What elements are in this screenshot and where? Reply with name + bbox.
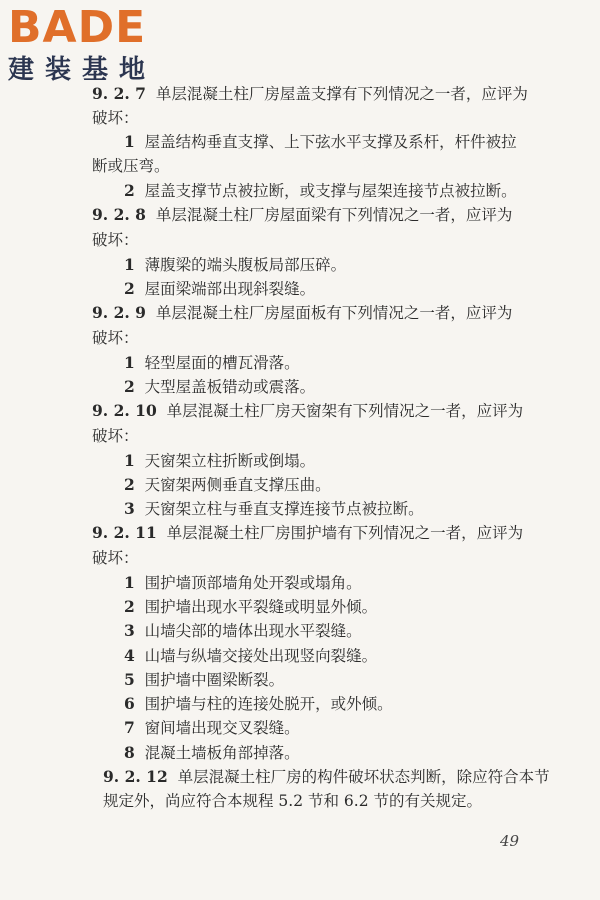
clause-9-2-9 bbox=[92, 302, 512, 324]
clause-9-2-12 bbox=[103, 766, 550, 788]
clause-9-2-10 bbox=[92, 400, 523, 422]
item-number: 3 bbox=[124, 499, 135, 518]
item-text: 围护墙顶部墙角处开裂或塌角。 bbox=[144, 574, 362, 592]
list-item bbox=[124, 572, 362, 594]
item-number: 2 bbox=[124, 597, 135, 616]
clause-number: 9. 2. 10 bbox=[92, 401, 157, 420]
item-text: 天窗架立柱折断或倒塌。 bbox=[144, 452, 316, 470]
item-text: 围护墙与柱的连接处脱开，或外倾。 bbox=[144, 695, 393, 713]
item-text: 窗间墙出现交叉裂缝。 bbox=[144, 719, 300, 737]
item-number: 4 bbox=[124, 646, 135, 665]
clause-text: 单层混凝土柱厂房屋盖支撑有下列情况之一者，应评为 bbox=[155, 85, 528, 103]
item-number: 3 bbox=[124, 621, 135, 640]
clause-number: 9. 2. 12 bbox=[103, 767, 168, 786]
item-text: 大型屋盖板错动或震落。 bbox=[144, 378, 316, 396]
item-number: 1 bbox=[124, 132, 135, 151]
clause-number: 9. 2. 9 bbox=[92, 303, 146, 322]
clause-number: 9. 2. 11 bbox=[92, 523, 157, 542]
clause-text: 单层混凝土柱厂房屋面板有下列情况之一者，应评为 bbox=[155, 304, 513, 322]
item-text: 山墙与纵墙交接处出现竖向裂缝。 bbox=[144, 647, 378, 665]
item-number: 5 bbox=[124, 670, 135, 689]
list-item bbox=[124, 254, 346, 276]
clause-continuation: 破坏： bbox=[92, 549, 139, 567]
item-text: 天窗架立柱与垂直支撑连接节点被拉断。 bbox=[144, 500, 424, 518]
clause-text: 单层混凝土柱厂房屋面梁有下列情况之一者，应评为 bbox=[155, 206, 513, 224]
list-item bbox=[124, 742, 300, 764]
item-number: 2 bbox=[124, 181, 135, 200]
clause-continuation: 破坏： bbox=[92, 329, 139, 347]
clause-text: 单层混凝土柱厂房的构件破坏状态判断，除应符合本节 bbox=[177, 768, 550, 786]
item-text: 薄腹梁的端头腹板局部压碎。 bbox=[144, 256, 347, 274]
list-item bbox=[124, 498, 424, 520]
page-number: 49 bbox=[500, 832, 520, 850]
clause-text: 单层混凝土柱厂房围护墙有下列情况之一者，应评为 bbox=[166, 524, 524, 542]
list-item bbox=[124, 180, 517, 202]
clause-continuation: 破坏： bbox=[92, 231, 139, 249]
clause-9-2-11 bbox=[92, 522, 523, 544]
item-text: 围护墙中圈梁断裂。 bbox=[144, 671, 285, 689]
item-number: 1 bbox=[124, 255, 135, 274]
list-item bbox=[124, 474, 331, 496]
list-item bbox=[124, 596, 377, 618]
logo-text-bottom: 建装基地 bbox=[8, 55, 157, 85]
item-continuation: 断或压弯。 bbox=[92, 157, 170, 175]
item-number: 7 bbox=[124, 718, 135, 737]
item-text: 屋盖结构垂直支撑、上下弦水平支撑及系杆，杆件被拉 bbox=[144, 133, 517, 151]
item-text: 屋盖支撑节点被拉断，或支撑与屋架连接节点被拉断。 bbox=[144, 182, 517, 200]
item-text: 轻型屋面的槽瓦滑落。 bbox=[144, 354, 300, 372]
clause-continuation: 破坏： bbox=[92, 109, 139, 127]
item-text: 混凝土墙板角部掉落。 bbox=[144, 744, 300, 762]
list-item bbox=[124, 352, 300, 374]
item-number: 2 bbox=[124, 475, 135, 494]
item-text: 天窗架两侧垂直支撑压曲。 bbox=[144, 476, 331, 494]
item-number: 6 bbox=[124, 694, 135, 713]
clause-9-2-7 bbox=[92, 83, 528, 105]
list-item bbox=[124, 450, 315, 472]
item-text: 山墙尖部的墙体出现水平裂缝。 bbox=[144, 622, 362, 640]
item-text: 屋面梁端部出现斜裂缝。 bbox=[144, 280, 316, 298]
item-number: 1 bbox=[124, 451, 135, 470]
logo-text-top: BADE bbox=[8, 2, 147, 53]
clause-number: 9. 2. 8 bbox=[92, 205, 146, 224]
item-number: 2 bbox=[124, 279, 135, 298]
clause-continuation: 破坏： bbox=[92, 427, 139, 445]
list-item bbox=[124, 669, 284, 691]
item-number: 8 bbox=[124, 743, 135, 762]
list-item bbox=[124, 645, 377, 667]
clause-9-2-8 bbox=[92, 204, 512, 226]
list-item bbox=[124, 717, 300, 739]
clause-text: 单层混凝土柱厂房天窗架有下列情况之一者，应评为 bbox=[166, 402, 524, 420]
list-item bbox=[124, 693, 393, 715]
item-number: 2 bbox=[124, 377, 135, 396]
list-item bbox=[124, 131, 517, 153]
item-text: 围护墙出现水平裂缝或明显外倾。 bbox=[144, 598, 378, 616]
clause-continuation: 规定外，尚应符合本规程 5.2 节和 6.2 节的有关规定。 bbox=[103, 792, 483, 810]
list-item bbox=[124, 620, 362, 642]
list-item bbox=[124, 376, 315, 398]
clause-number: 9. 2. 7 bbox=[92, 84, 146, 103]
item-number: 1 bbox=[124, 353, 135, 372]
item-number: 1 bbox=[124, 573, 135, 592]
list-item bbox=[124, 278, 315, 300]
